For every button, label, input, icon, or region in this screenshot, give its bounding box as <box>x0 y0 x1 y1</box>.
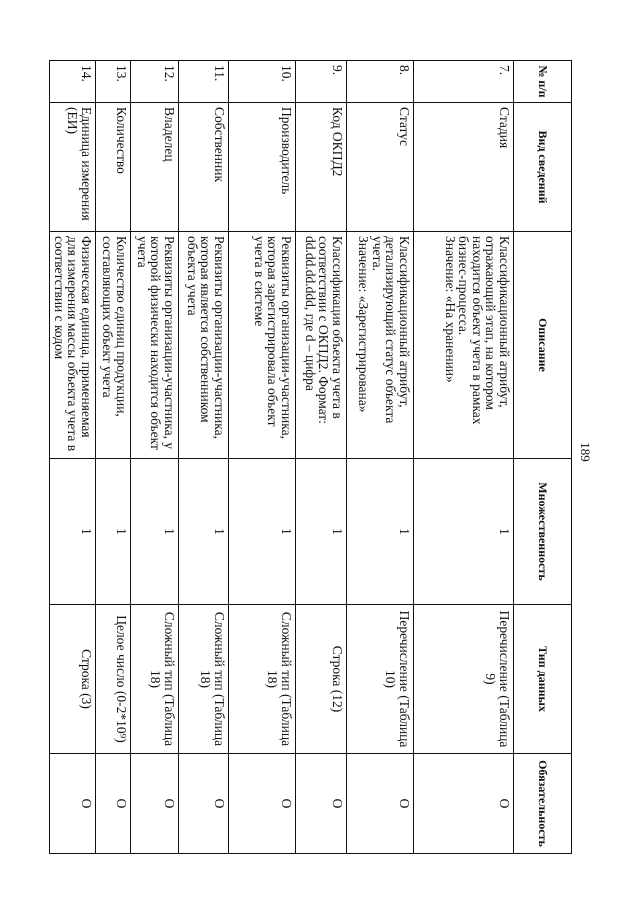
row-multiplicity: 1 <box>50 459 96 605</box>
description-value: Значение: «Зарегистрирована» <box>356 236 372 413</box>
description-text: Классификационный атрибут, отражающий этап, на котором находится объект учета в рамках бизнес-процесса. <box>456 236 512 425</box>
header-multiplicity: Множественность <box>514 459 572 605</box>
row-num: 11. <box>179 61 229 103</box>
page-number: 189 <box>578 442 593 462</box>
row-data-type: Целое число (0-2*10⁹) <box>96 605 131 754</box>
row-num: 8. <box>347 61 414 103</box>
row-description <box>414 232 514 459</box>
row-num: 7. <box>414 61 514 103</box>
row-mandatory: О <box>96 754 131 854</box>
row-data-type: Перечисление (Таблица 10) <box>347 605 414 754</box>
row-multiplicity: 1 <box>179 459 229 605</box>
row-multiplicity: 1 <box>229 459 296 605</box>
row-description: Реквизиты организации-участника, у которой физически находится объект учета <box>131 232 179 459</box>
table-row <box>131 61 179 854</box>
table-row <box>96 61 131 854</box>
row-multiplicity: 1 <box>296 459 347 605</box>
data-table <box>50 60 573 854</box>
row-kind: Единица измерения (ЕИ) <box>50 103 96 232</box>
row-num: 9. <box>296 61 347 103</box>
description-text: Классификационный атрибут, детализирующий статус объекта учета. <box>370 236 412 424</box>
row-mandatory: О <box>179 754 229 854</box>
row-description: Реквизиты организации-участника, которая зарегистрировала объект учета в системе <box>229 232 296 459</box>
row-data-type: Перечисление (Таблица 9) <box>414 605 514 754</box>
row-num: 13. <box>96 61 131 103</box>
table-row <box>229 61 296 854</box>
row-kind: Код ОКПД2 <box>296 103 347 232</box>
row-description: Количество единиц продукции, составляющих объект учета <box>96 232 131 459</box>
row-description <box>347 232 414 459</box>
table-row <box>347 61 414 854</box>
row-data-type: Строка (12) <box>296 605 347 754</box>
row-mandatory: О <box>347 754 414 854</box>
description-value: Значение: «На хранении» <box>443 236 458 383</box>
table-row <box>414 61 514 854</box>
row-kind: Количество <box>96 103 131 232</box>
row-mandatory: О <box>414 754 514 854</box>
row-num: 10. <box>229 61 296 103</box>
row-data-type: Строка (3) <box>50 605 96 754</box>
row-num: 14. <box>50 61 96 103</box>
row-multiplicity: 1 <box>347 459 414 605</box>
row-data-type: Сложный тип (Таблица 18) <box>179 605 229 754</box>
row-num: 12. <box>131 61 179 103</box>
table-row <box>296 61 347 854</box>
row-data-type: Сложный тип (Таблица 18) <box>131 605 179 754</box>
header-num: № п/п <box>514 61 572 103</box>
row-multiplicity: 1 <box>414 459 514 605</box>
row-mandatory: О <box>131 754 179 854</box>
row-mandatory: О <box>50 754 96 854</box>
row-kind: Владелец <box>131 103 179 232</box>
row-description: Физическая единица, применяемая для измерения массы объекта учета в соответствии с кодом <box>50 232 96 459</box>
row-mandatory: О <box>296 754 347 854</box>
row-kind: Производитель <box>229 103 296 232</box>
row-description: Классификация объекта учета в соответствии с ОКПД2. Формат: dd.dd.dd.ddd, где d – цифра <box>296 232 347 459</box>
header-kind: Вид сведений <box>514 103 572 232</box>
row-description: Реквизиты организации-участника, которая является собственником объекта учета <box>179 232 229 459</box>
header-description: Описание <box>514 232 572 459</box>
header-data-type: Тип данных <box>514 605 572 754</box>
row-multiplicity: 1 <box>131 459 179 605</box>
rotated-table-container <box>52 60 572 853</box>
row-multiplicity: 1 <box>96 459 131 605</box>
table-row <box>179 61 229 854</box>
header-mandatory: Обязательность <box>514 754 572 854</box>
row-kind: Собственник <box>179 103 229 232</box>
row-kind: Статус <box>347 103 414 232</box>
row-kind: Стадия <box>414 103 514 232</box>
table-row <box>50 61 96 854</box>
row-mandatory: О <box>229 754 296 854</box>
row-data-type: Сложный тип (Таблица 18) <box>229 605 296 754</box>
table-header-row <box>514 61 572 854</box>
